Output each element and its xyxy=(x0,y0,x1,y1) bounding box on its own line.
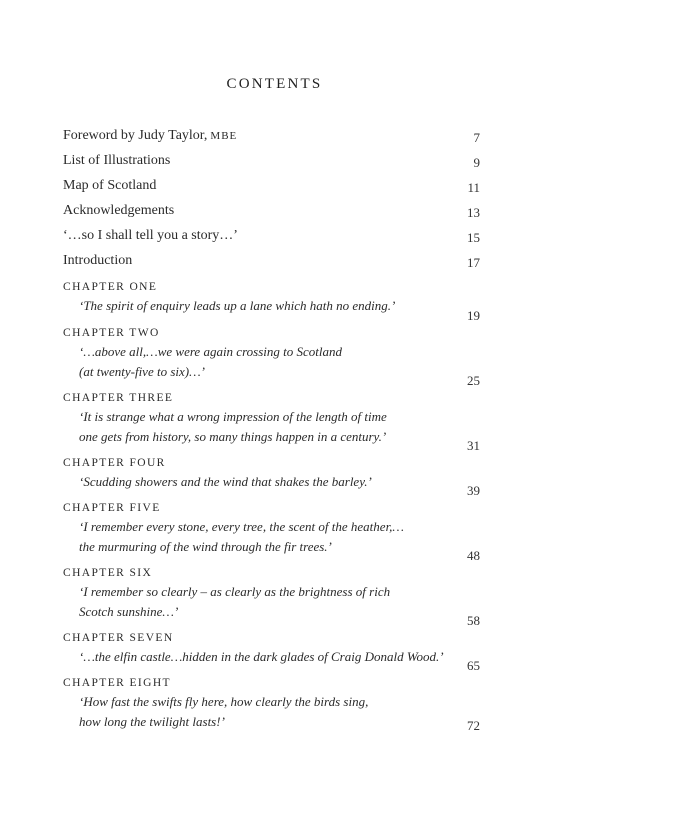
chapter-label: CHAPTER ONE xyxy=(63,281,158,293)
chapter-page-number: 19 xyxy=(467,308,480,323)
chapter-page-number: 39 xyxy=(467,483,480,498)
chapter-list xyxy=(63,279,483,735)
chapter-page-number: 31 xyxy=(467,438,480,453)
front-matter-entry-foreword xyxy=(63,127,483,152)
chapter-label: CHAPTER SIX xyxy=(63,567,153,579)
chapter-entry-three xyxy=(63,390,483,455)
chapter-epigraph-line: ‘How fast the swifts fly here, how clearly the birds sing, xyxy=(79,694,369,709)
front-matter-entry-introduction xyxy=(63,252,483,277)
entry-title xyxy=(63,127,237,145)
entry-page-number: 13 xyxy=(467,205,480,220)
entry-page-number: 15 xyxy=(467,230,480,245)
chapter-label: CHAPTER SEVEN xyxy=(63,632,174,644)
entry-title-text: Foreword by Judy Taylor, xyxy=(63,128,208,143)
chapter-entry-two xyxy=(63,325,483,390)
entry-title: Acknowledgements xyxy=(63,203,175,218)
front-matter-entry-illustrations xyxy=(63,152,483,177)
chapter-epigraph-line: ‘Scudding showers and the wind that shakes the barley.’ xyxy=(79,474,372,489)
chapter-label: CHAPTER FIVE xyxy=(63,502,161,514)
chapter-epigraph-line: one gets from history, so many things happen in a century.’ xyxy=(79,429,387,444)
entry-title: ‘…so I shall tell you a story…’ xyxy=(63,228,238,243)
chapter-entry-five xyxy=(63,500,483,565)
chapter-epigraph-line: ‘…the elfin castle…hidden in the dark glades of Craig Donald Wood.’ xyxy=(79,649,444,664)
chapter-epigraph-line: how long the twilight lasts!’ xyxy=(79,714,225,729)
entry-title: Introduction xyxy=(63,253,133,268)
chapter-entry-one xyxy=(63,279,483,325)
chapter-label: CHAPTER FOUR xyxy=(63,457,166,469)
chapter-epigraph-line: ‘I remember every stone, every tree, the scent of the heather,… xyxy=(79,519,404,534)
entry-page-number: 11 xyxy=(467,180,480,195)
chapter-epigraph-line: Scotch sunshine…’ xyxy=(79,604,179,619)
entry-title: Map of Scotland xyxy=(63,178,157,193)
chapter-epigraph-line: ‘The spirit of enquiry leads up a lane which hath no ending.’ xyxy=(79,298,396,313)
front-matter-entry-story xyxy=(63,227,483,252)
chapter-epigraph-line: ‘…above all,…we were again crossing to Scotland xyxy=(79,344,342,359)
chapter-entry-seven xyxy=(63,630,483,675)
chapter-page-number: 58 xyxy=(467,613,480,628)
entry-page-number: 9 xyxy=(473,155,480,170)
entry-honorific: MBE xyxy=(210,130,238,142)
front-matter-list xyxy=(63,127,483,277)
entry-page-number: 7 xyxy=(473,130,480,145)
chapter-epigraph-line: ‘I remember so clearly – as clearly as the brightness of rich xyxy=(79,584,391,599)
chapter-label: CHAPTER TWO xyxy=(63,327,160,339)
front-matter-entry-map xyxy=(63,177,483,202)
entry-page-number: 17 xyxy=(467,255,480,270)
page-title: CONTENTS xyxy=(226,76,323,92)
chapter-page-number: 65 xyxy=(467,658,480,673)
chapter-epigraph-line: ‘It is strange what a wrong impression of the length of time xyxy=(79,409,387,424)
chapter-entry-four xyxy=(63,455,483,500)
front-matter-entry-acknowledgements xyxy=(63,202,483,227)
chapter-entry-six xyxy=(63,565,483,630)
entry-title: List of Illustrations xyxy=(63,153,171,168)
chapter-label: CHAPTER EIGHT xyxy=(63,677,171,689)
chapter-epigraph-line: the murmuring of the wind through the fir trees.’ xyxy=(79,539,332,554)
chapter-entry-eight xyxy=(63,675,483,735)
chapter-epigraph-line: (at twenty-five to six)…’ xyxy=(79,364,205,379)
chapter-page-number: 25 xyxy=(467,373,480,388)
chapter-page-number: 48 xyxy=(467,548,480,563)
chapter-page-number: 72 xyxy=(467,718,480,733)
chapter-label: CHAPTER THREE xyxy=(63,392,174,404)
